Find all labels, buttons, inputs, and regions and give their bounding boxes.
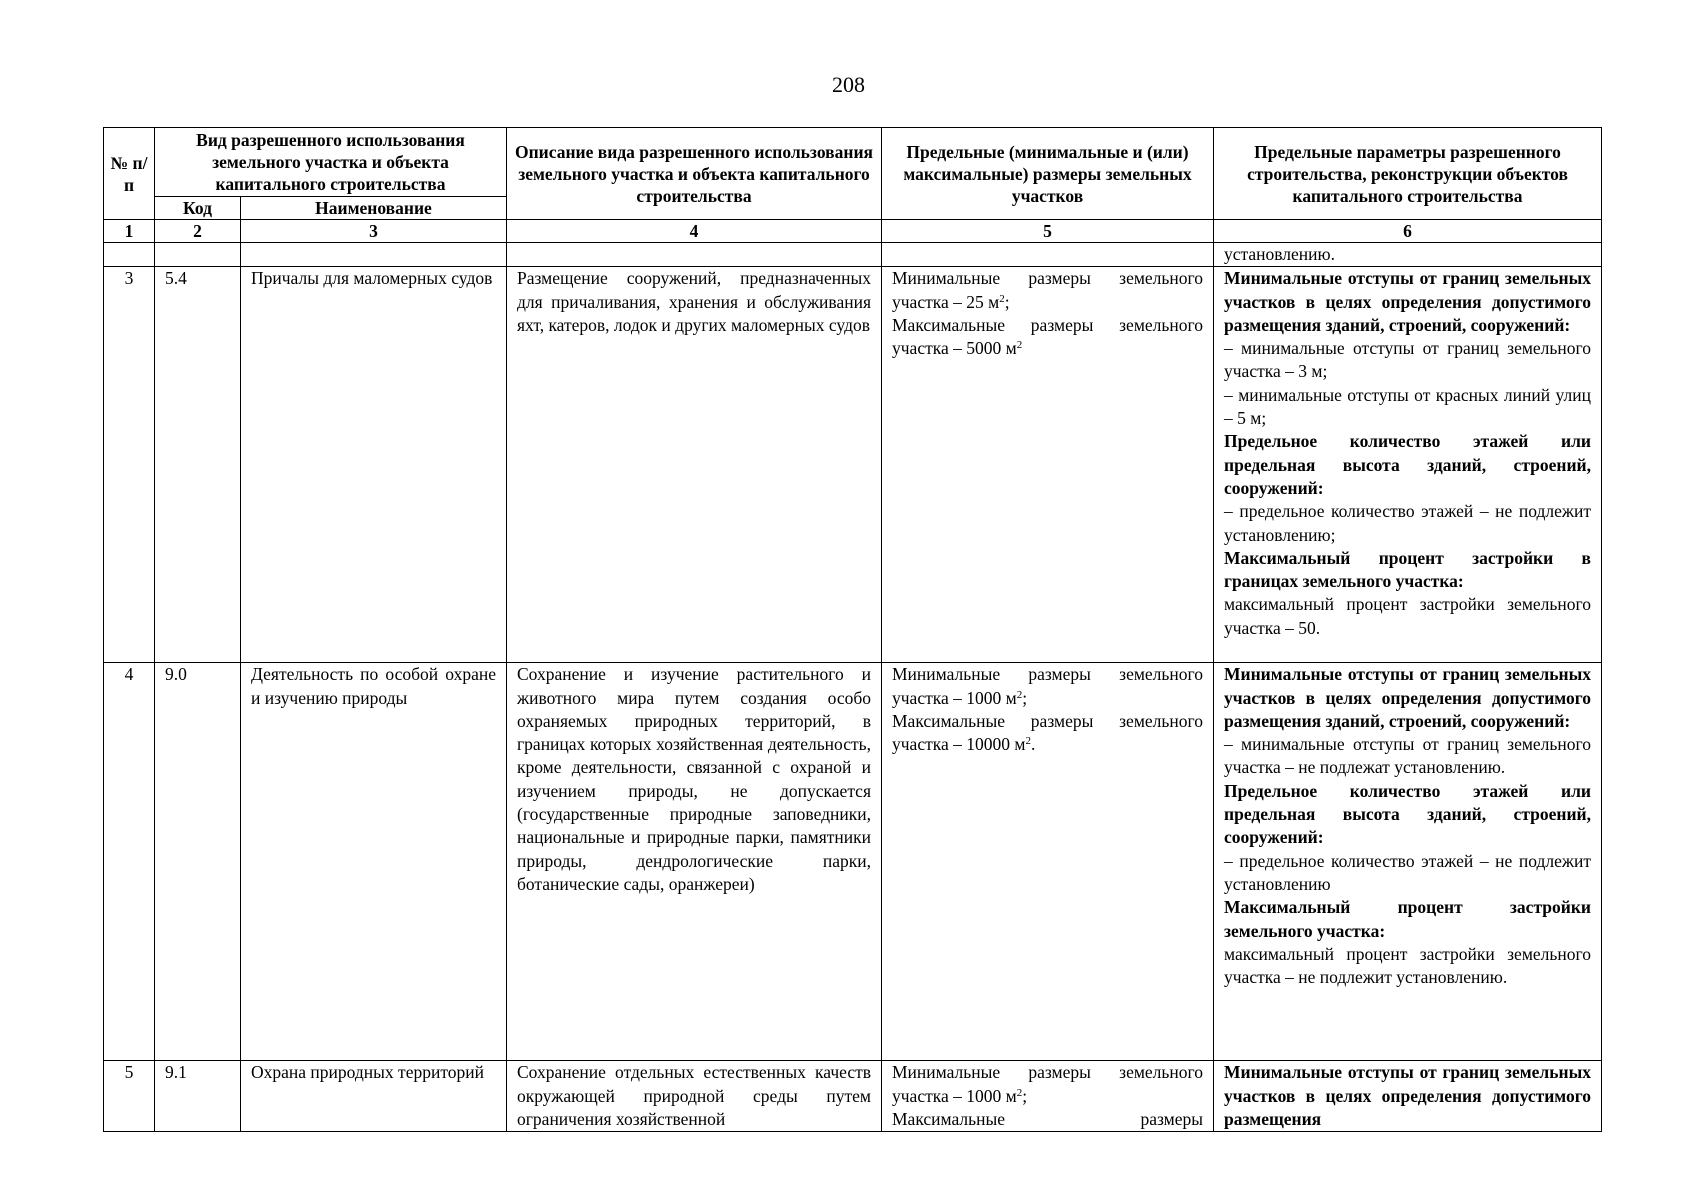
plot-sizes (882, 1061, 1214, 1132)
row-number: 4 (104, 663, 155, 1061)
param-item: – минимальные отступы от границ земельного участка – не подлежат установлению. (1224, 734, 1591, 778)
param-item: – минимальные отступы от красных линий улиц – 5 м; (1224, 384, 1591, 429)
param-item: – предельное количество этажей – не подлежит установлению; (1224, 501, 1591, 545)
column-number: 6 (1214, 220, 1602, 243)
empty-cell (882, 243, 1214, 267)
param-item: максимальный процент застройки земельного участка – не подлежит установлению. (1224, 943, 1591, 988)
use-description: Размещение сооружений, предназначенных для причаливания, хранения и обслуживания яхт, катеров, лодок и других маломерных судов (507, 267, 882, 663)
empty-cell (155, 243, 241, 267)
build-params (1214, 267, 1602, 663)
size-max: Максимальные размеры земельного участка – 10000 $м^2$. (892, 710, 1203, 755)
column-number: 1 (104, 220, 155, 243)
param-heading: Минимальные отступы от границ земельных участков в целях определения допустимого размещения (1224, 1062, 1591, 1129)
param-heading: Предельное количество этажей или предельная высота зданий, строений, сооружений: (1224, 780, 1591, 848)
use-name: Деятельность по особой охране и изучению природы (241, 663, 507, 1061)
zoning-table (103, 127, 1602, 1132)
empty-cell (241, 243, 507, 267)
param-item: – минимальные отступы от границ земельного участка – 3 м; (1224, 338, 1591, 382)
use-code: 5.4 (155, 267, 241, 663)
param-heading: Минимальные отступы от границ земельных участков в целях определения допустимого размещения зданий, строений, сооружений: (1224, 664, 1591, 731)
param-heading: Минимальные отступы от границ земельных участков в целях определения допустимого размещения зданий, строений, сооружений: (1224, 268, 1591, 335)
header-description: Описание вида разрешенного использования земельного участка и объекта капитального строительства (507, 128, 882, 220)
header-build-params: Предельные параметры разрешенного строительства, реконструкции объектов капитального строительства (1214, 128, 1602, 220)
param-heading: Максимальный процент застройки земельного участка: (1224, 897, 1591, 941)
header-code: Код (155, 197, 241, 220)
empty-cell (104, 243, 155, 267)
size-max: Максимальные размеры земельного участка – 5000 $м^2$ (892, 314, 1203, 359)
column-number: 3 (241, 220, 507, 243)
table-row (104, 663, 1602, 1061)
size-min: Минимальные размеры земельного участка – 1000 $м^2$; (892, 1062, 1203, 1106)
row-number: 5 (104, 1061, 155, 1132)
use-description: Сохранение и изучение растительного и животного мира путем создания особо охраняемых природных территорий, в границах которых хозяйственная деятельность, кроме деятельности, связанной с охраной и изучением природы, не допускается (государственные природные заповедники, национальные и природные парки, памятники природы, дендрологические парки, ботанические сады, оранжереи) (507, 663, 882, 1061)
header-num: № п/п (104, 128, 155, 220)
plot-sizes (882, 267, 1214, 663)
param-heading: Предельное количество этажей или предельная высота зданий, строений, сооружений: (1224, 431, 1591, 498)
size-max: Максимальные размеры (892, 1108, 1203, 1129)
table-row (104, 267, 1602, 663)
use-description: Сохранение отдельных естественных качеств окружающей природной среды путем ограничения хозяйственной (507, 1061, 882, 1132)
use-name: Причалы для маломерных судов (241, 267, 507, 663)
continuation-text: установлению. (1214, 243, 1602, 267)
plot-sizes (882, 663, 1214, 1061)
size-min: Минимальные размеры земельного участка – 25 $м^2$; (892, 268, 1203, 312)
param-heading: Максимальный процент застройки в границах земельного участка: (1224, 547, 1591, 592)
header-plot-sizes: Предельные (минимальные и (или) максимальные) размеры земельных участков (882, 128, 1214, 220)
param-item: – предельное количество этажей – не подлежит установлению (1224, 850, 1591, 894)
column-number: 5 (882, 220, 1214, 243)
header-name: Наименование (241, 197, 507, 220)
header-use-type: Вид разрешенного использования земельного участка и объекта капитального строительства (155, 128, 507, 197)
use-code: 9.1 (155, 1061, 241, 1132)
column-number: 4 (507, 220, 882, 243)
build-params (1214, 1061, 1602, 1132)
page-number: 208 (832, 72, 865, 97)
size-min: Минимальные размеры земельного участка – 1000 $м^2$; (892, 664, 1203, 708)
table-row (104, 1061, 1602, 1132)
row-number: 3 (104, 267, 155, 663)
use-name: Охрана природных территорий (241, 1061, 507, 1132)
use-code: 9.0 (155, 663, 241, 1061)
empty-cell (507, 243, 882, 267)
table-row (104, 243, 1602, 267)
param-item: максимальный процент застройки земельного участка – 50. (1224, 594, 1591, 638)
column-number: 2 (155, 220, 241, 243)
build-params (1214, 663, 1602, 1061)
